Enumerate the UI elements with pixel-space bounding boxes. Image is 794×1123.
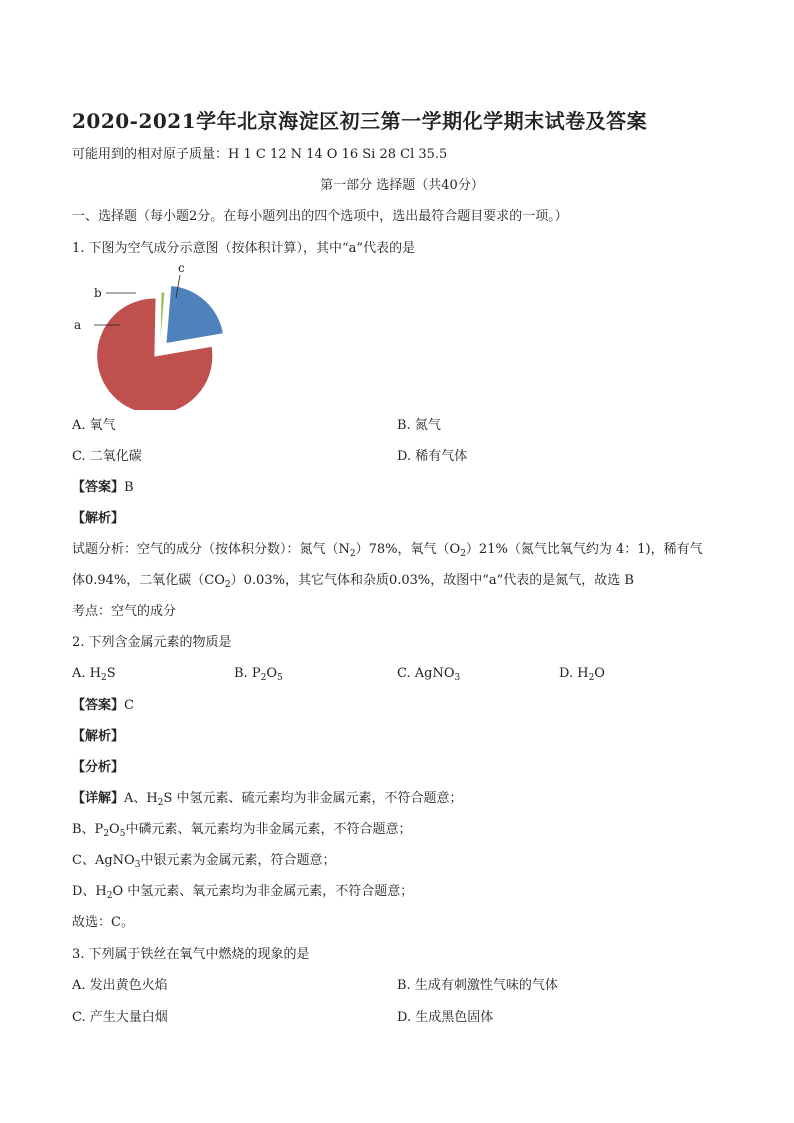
text-seg: A、H <box>124 791 158 806</box>
q2-option-a <box>72 665 116 683</box>
answer-value: C <box>124 698 134 713</box>
answer-value: B <box>124 480 134 495</box>
pie-slice-b <box>160 292 165 350</box>
text-seg: O <box>594 666 605 681</box>
section-heading: 第一部分 选择题（共40分） <box>320 178 484 193</box>
q1-kaodian: 考点：空气的成分 <box>72 604 177 619</box>
q2-option-c <box>397 665 460 683</box>
q2-detail-line-1 <box>72 790 463 808</box>
q2-option-b <box>234 665 283 683</box>
subscript: 2 <box>588 673 595 683</box>
pie-label-a: a <box>74 318 82 332</box>
q1-option-c: C. 二氧化碳 <box>72 449 142 464</box>
atomic-masses: 可能用到的相对原子质量：H 1 C 12 N 14 O 16 Si 28 Cl 35.5 <box>72 147 448 162</box>
text-seg: O 中氢元素、氧元素均为非金属元素，不符合题意； <box>112 884 414 899</box>
q3-stem: 3. 下列属于铁丝在氧气中燃烧的现象的是 <box>72 947 310 962</box>
text-seg: C. AgNO <box>397 666 455 681</box>
text-seg: ）0.03%，其它气体和杂质0.03%，故图中“a”代表的是氮气，故选 B <box>230 573 634 588</box>
q1-analysis-tag: 【解析】 <box>72 511 125 526</box>
q2-conclusion: 故选：C。 <box>72 915 134 930</box>
text-seg: 中银元素为金属元素，符合题意； <box>140 853 336 868</box>
pie-label-c: c <box>178 262 185 275</box>
subscript: 5 <box>276 673 283 683</box>
subscript: 2 <box>349 549 356 559</box>
page-title: 2020-2021学年北京海淀区初三第一学期化学期末试卷及答案 <box>72 109 648 133</box>
detail-tag: 【详解】 <box>72 791 125 806</box>
text-seg: C、AgNO <box>72 853 135 868</box>
q2-stem: 2. 下列含金属元素的物质是 <box>72 635 232 650</box>
q2-option-d <box>559 665 605 683</box>
q1-analysis-line-1 <box>72 541 703 559</box>
text-seg: B、P <box>72 822 104 837</box>
subscript: 2 <box>460 549 466 559</box>
subscript: 3 <box>134 860 141 870</box>
q1-option-d: D. 稀有气体 <box>397 449 468 464</box>
text-seg: 体0.94%，二氧化碳（CO <box>72 573 225 588</box>
subscript: 2 <box>101 673 107 683</box>
text-seg: S <box>106 666 116 681</box>
text-seg: D. H <box>559 666 589 681</box>
text-seg: ）21%（氮气比氧气约为 4：1)，稀有气 <box>465 542 703 557</box>
text-seg: ）78%，氧气（O <box>355 542 461 557</box>
text-seg: S 中氢元素、硫元素均为非金属元素，不符合题意； <box>163 791 463 806</box>
air-composition-pie-chart <box>72 262 232 410</box>
text-seg: O <box>266 666 277 681</box>
q1-stem: 1. 下图为空气成分示意图（按体积计算），其中“a”代表的是 <box>72 241 416 256</box>
text-seg: 试题分析：空气的成分（按体积分数）：氮气（N <box>72 542 350 557</box>
q1-answer <box>72 479 134 497</box>
q1-option-b: B. 氮气 <box>397 418 441 433</box>
q2-detail-line-3 <box>72 852 335 870</box>
subscript: 5 <box>119 829 126 839</box>
answer-tag: 【答案】 <box>72 698 125 713</box>
subscript: 2 <box>260 673 267 683</box>
q3-option-a: A. 发出黄色火焰 <box>72 978 168 993</box>
q3-option-c: C. 产生大量白烟 <box>72 1010 168 1025</box>
text-seg: B. P <box>234 666 261 681</box>
q2-analysis-tag: 【解析】 <box>72 729 125 744</box>
q1-option-a: A. 氧气 <box>72 418 116 433</box>
subscript: 2 <box>106 891 113 901</box>
subscript: 3 <box>454 673 461 683</box>
q3-option-b: B. 生成有刺激性气味的气体 <box>397 978 558 993</box>
q2-answer <box>72 697 134 715</box>
instructions: 一、选择题（每小题2分。在每小题列出的四个选项中，选出最符合题目要求的一项。） <box>72 209 568 224</box>
pie-label-b: b <box>94 286 102 300</box>
subscript: 2 <box>103 829 110 839</box>
text-seg: A. H <box>72 666 101 681</box>
q2-detail-line-4 <box>72 883 413 901</box>
q3-option-d: D. 生成黑色固体 <box>397 1010 494 1025</box>
subscript: 2 <box>224 580 231 590</box>
answer-tag: 【答案】 <box>72 480 125 495</box>
pie-slice-c <box>166 286 223 344</box>
text-seg: O <box>109 822 120 837</box>
q1-analysis-line-2 <box>72 572 634 590</box>
text-seg: 中磷元素、氧元素均为非金属元素，不符合题意； <box>125 822 412 837</box>
subscript: 2 <box>157 798 164 808</box>
q2-fenxi-tag: 【分析】 <box>72 760 125 775</box>
text-seg: D、H <box>72 884 107 899</box>
q2-detail-line-2 <box>72 821 411 839</box>
